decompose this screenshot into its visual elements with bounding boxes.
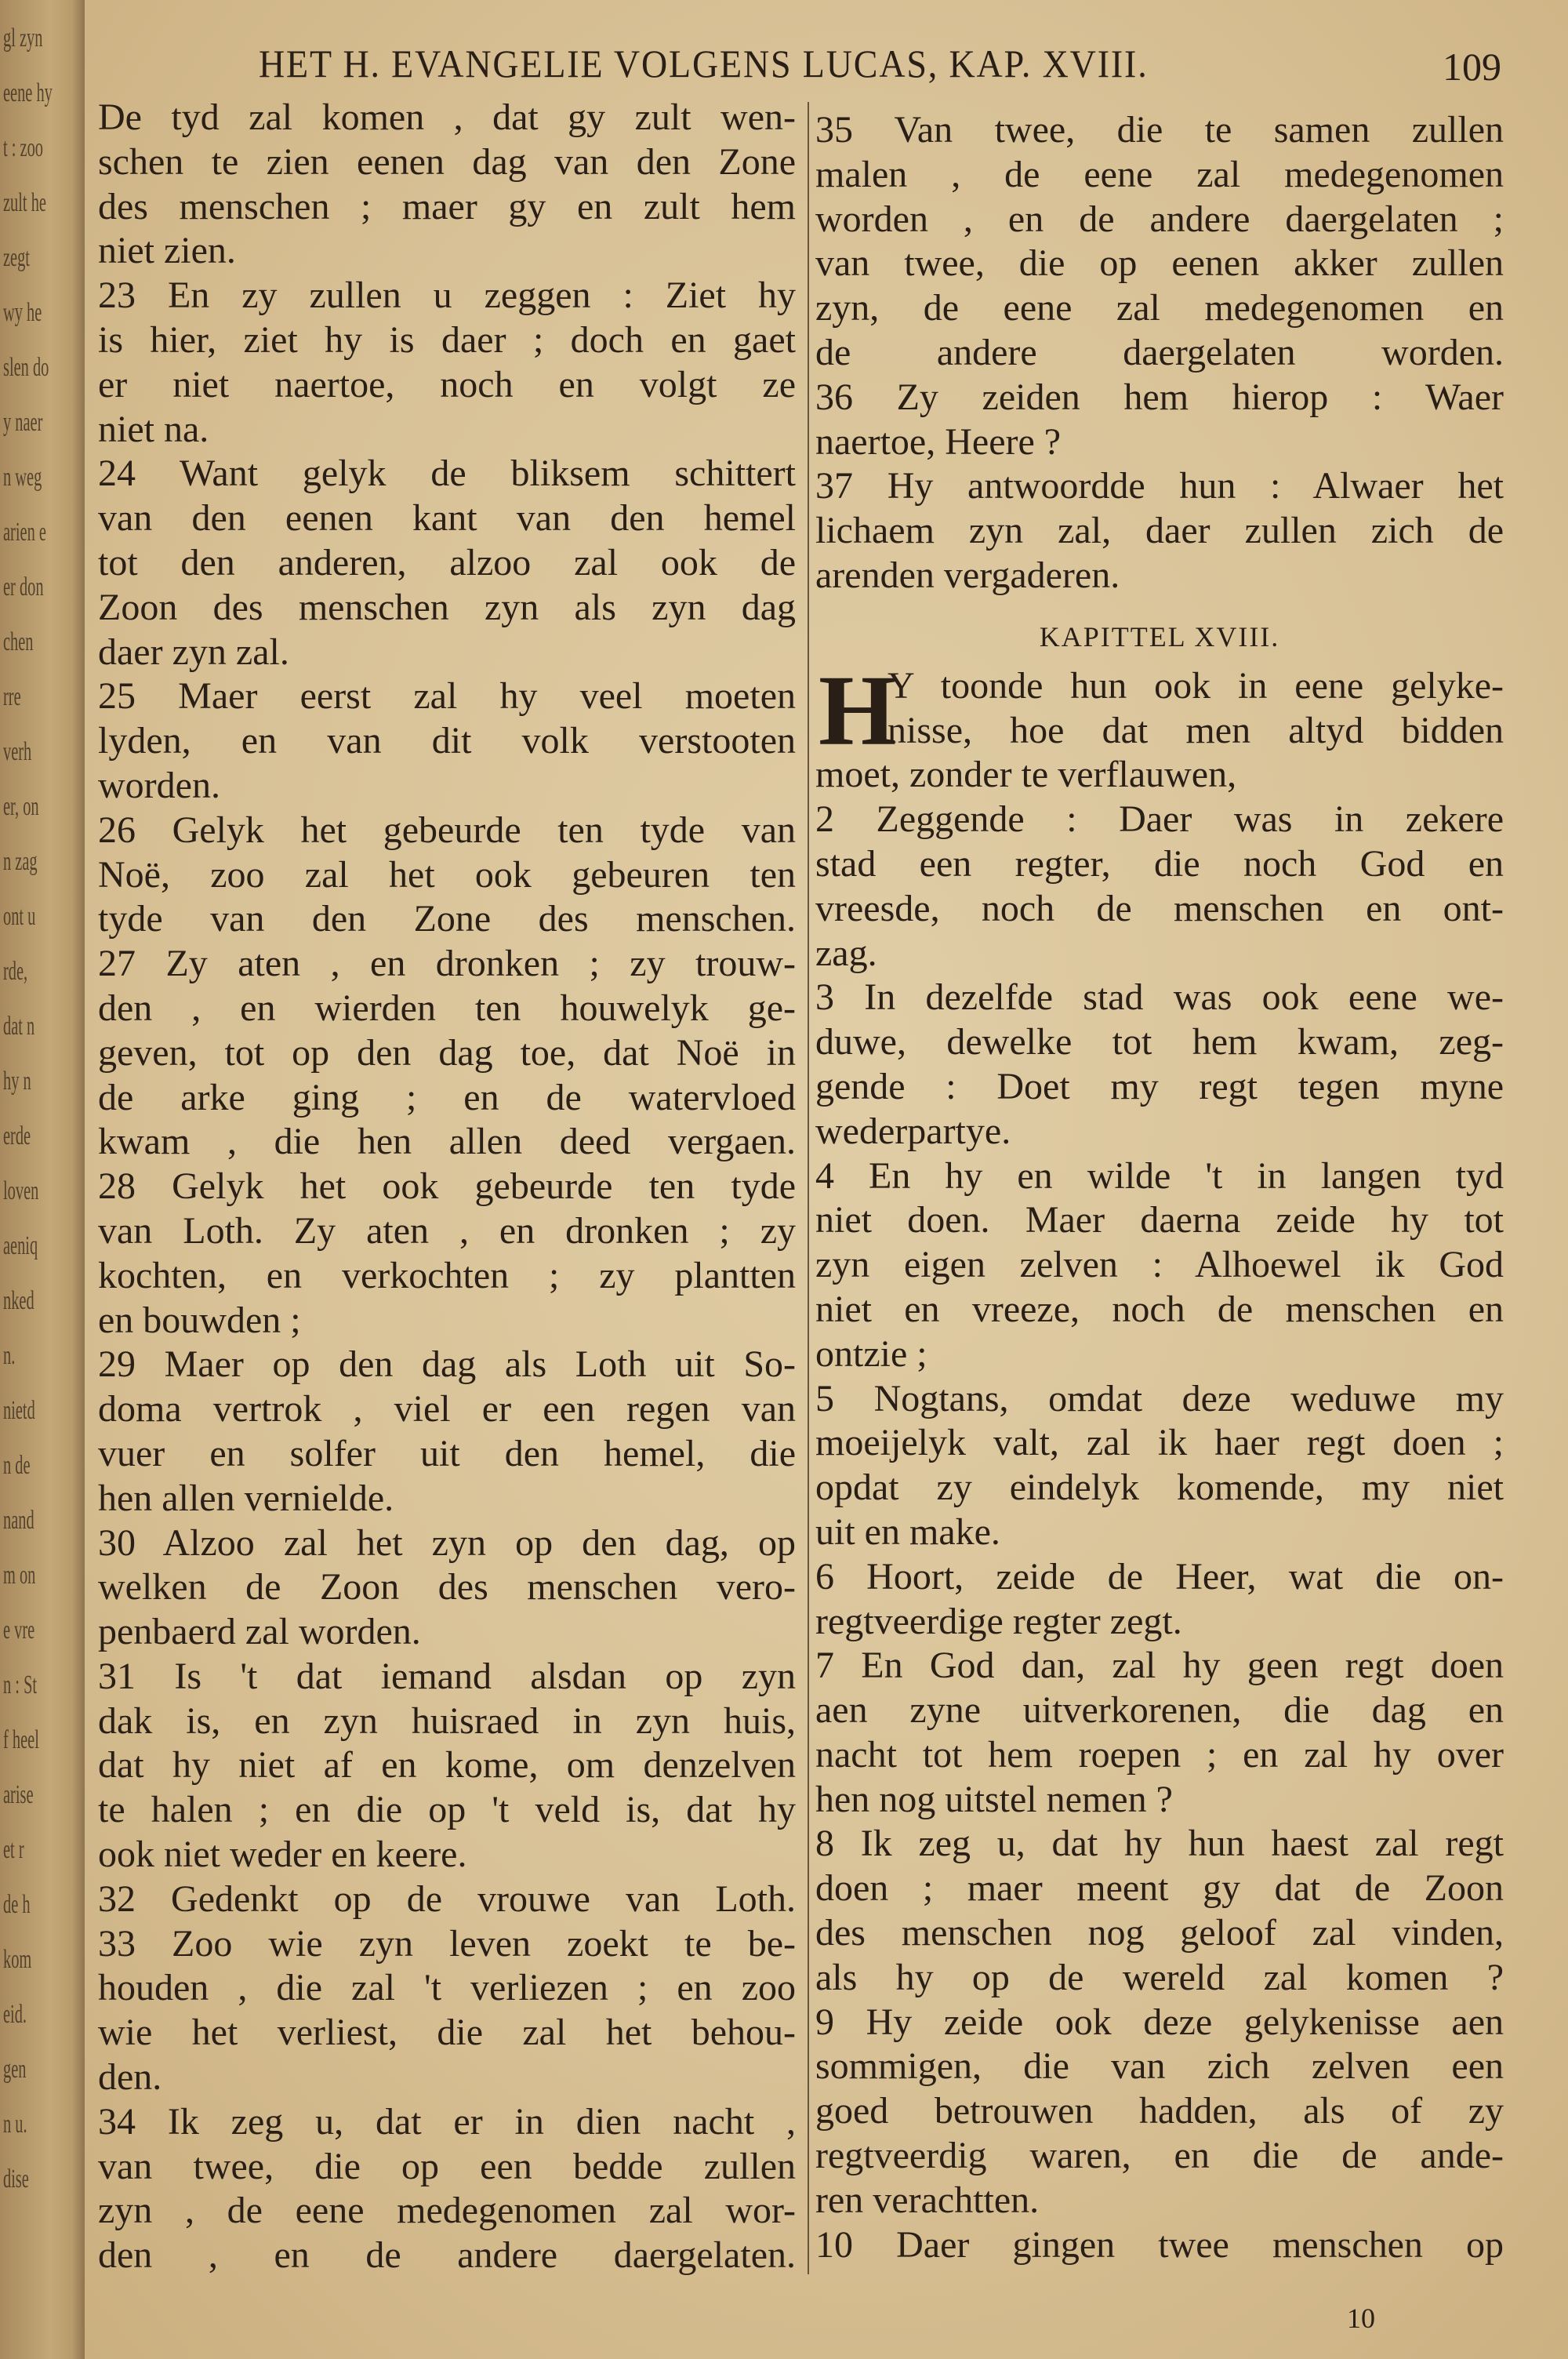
margin-fragment: er don (3, 572, 44, 602)
text-line: niet zien. (98, 230, 236, 272)
margin-fragment: er, on (3, 792, 39, 821)
margin-fragment: nietd (3, 1396, 35, 1425)
text-line: 8 Ik zeg u, dat hy hun haest zal regt (815, 1823, 1504, 1865)
text-line: en bouwden ; (98, 1299, 301, 1341)
text-line: tot den anderen, alzoo zal ook de (98, 541, 796, 583)
text-line: ontzie ; (815, 1332, 927, 1375)
text-line: zyn , de eene medegenomen zal wor- (98, 2190, 796, 2232)
text-line: 25 Maer eerst zal hy veel moeten (98, 675, 796, 718)
text-line: houden , die zal 't verliezen ; en zoo (98, 1967, 796, 2009)
text-line: 30 Alzoo zal het zyn op den dag, op (98, 1521, 796, 1564)
margin-fragment: dise (3, 2165, 29, 2194)
column-divider (808, 102, 809, 2274)
text-line: regtveerdig waren, en die de ande- (815, 2135, 1504, 2177)
chapter-opening (815, 654, 1504, 766)
text-line: kochten, en verkochten ; zy plantten (98, 1254, 796, 1296)
page-number: 109 (1443, 45, 1501, 89)
text-line: 5 Nogtans, omdat deze weduwe my (815, 1377, 1504, 1419)
margin-fragment: hy n (3, 1067, 31, 1096)
text-line: de arke ging ; en de watervloed (98, 1076, 796, 1118)
text-line: van twee, die op eenen akker zullen (815, 242, 1504, 285)
text-line: te halen ; en die op 't veld is, dat hy (98, 1789, 796, 1831)
text-line: de andere daergelaten worden. (815, 331, 1504, 373)
margin-fragment: n zag (3, 847, 38, 876)
text-line: doen ; maer meent gy dat de Zoon (815, 1867, 1504, 1910)
text-line: welken de Zoon des menschen vero- (98, 1566, 796, 1608)
text-line: kwam , die hen allen deed vergaen. (98, 1121, 796, 1163)
margin-fragment: e vre (3, 1616, 35, 1645)
text-line: nisse, hoe dat men altyd bidden (887, 709, 1504, 751)
margin-fragment: wy he (3, 298, 42, 327)
text-line: 32 Gedenkt op de vrouwe van Loth. (98, 1877, 796, 1920)
text-line: van twee, die op een bedde zullen (98, 2145, 796, 2187)
text-line: schen te zien eenen dag van den Zone (98, 140, 796, 183)
margin-fragment: slen do (3, 353, 49, 382)
text-line: arenden vergaderen. (815, 554, 1120, 596)
right-column (815, 108, 1504, 2267)
previous-page-edge (0, 0, 85, 2359)
text-line: sommigen, die van zich zelven een (815, 2045, 1504, 2088)
text-line: worden , en de andere daergelaten ; (815, 198, 1504, 240)
text-line: niet doen. Maer daerna zeide hy tot (815, 1199, 1504, 1241)
margin-fragment: m on (3, 1561, 36, 1590)
margin-fragment: et r (3, 1835, 24, 1864)
margin-fragment: eene hy (3, 78, 53, 107)
text-line: 28 Gelyk het ook gebeurde ten tyde (98, 1165, 796, 1208)
text-line: malen , de eene zal medegenomen (815, 153, 1504, 195)
text-line: moet, zonder te verflauwen, (815, 754, 1237, 796)
margin-fragment: n de (3, 1451, 31, 1480)
text-line: 24 Want gelyk de bliksem schittert (98, 453, 796, 495)
text-line: zyn, de eene zal medegenomen en (815, 287, 1504, 329)
text-line: 6 Hoort, zeide de Heer, wat die on- (815, 1555, 1504, 1598)
text-line: 36 Zy zeiden hem hierop : Waer (815, 376, 1504, 418)
margin-fragment: chen (3, 627, 34, 656)
text-line: duwe, dewelke tot hem kwam, zeg- (815, 1021, 1504, 1063)
text-line: den , en wierden ten houwelyk ge- (98, 987, 796, 1029)
margin-fragment: t : zoo (3, 133, 43, 162)
text-line: naertoe, Heere ? (815, 420, 1062, 463)
text-line: 2 Zeggende : Daer was in zekere (815, 798, 1504, 841)
text-line: gende : Doet my regt tegen myne (815, 1065, 1504, 1107)
text-line: dak is, en zyn huisraed in zyn huis, (98, 1699, 796, 1742)
text-line: hen allen vernielde. (98, 1477, 394, 1519)
text-line: van den eenen kant van den hemel (98, 497, 796, 540)
text-line: 37 Hy antwoordde hun : Alwaer het (815, 465, 1504, 507)
margin-fragment: n. (3, 1341, 16, 1370)
text-line: is hier, ziet hy is daer ; doch en gaet (98, 318, 796, 361)
margin-fragment: de h (3, 1890, 31, 1919)
text-line: worden. (98, 764, 220, 806)
margin-fragment: zegt (3, 243, 30, 272)
margin-fragment: nand (3, 1506, 34, 1535)
text-line: regtveerdige regter zegt. (815, 1600, 1182, 1642)
text-line: vuer en solfer uit den hemel, die (98, 1432, 796, 1474)
text-line: De tyd zal komen , dat gy zult wen- (98, 96, 796, 138)
text-line: 35 Van twee, die te samen zullen (815, 109, 1504, 151)
margin-fragment: gl zyn (3, 24, 43, 53)
text-line: goed betrouwen hadden, als of zy (815, 2090, 1504, 2132)
text-line: vreesde, noch de menschen en ont- (815, 887, 1504, 929)
text-line: van Loth. Zy aten , en dronken ; zy (98, 1209, 796, 1252)
margin-fragment: n weg (3, 463, 42, 492)
text-line: Noë, zoo zal het ook gebeuren ten (98, 853, 796, 896)
text-line: 29 Maer op den dag als Loth uit So- (98, 1343, 796, 1386)
text-line: Zoon des menschen zyn als zyn dag (98, 586, 796, 628)
text-line: ren verachtten. (815, 2179, 1040, 2221)
margin-fragment: arien e (3, 518, 46, 547)
text-line: er niet naertoe, noch en volgt ze (98, 363, 796, 405)
text-line: lyden, en van dit volk verstooten (98, 720, 796, 762)
text-line: 10 Daer gingen twee menschen op (815, 2223, 1504, 2266)
text-line: penbaerd zal worden. (98, 1611, 421, 1653)
margin-fragment: kom (3, 1945, 32, 1974)
signature-mark: 10 (1347, 2303, 1375, 2334)
text-line: 34 Ik zeg u, dat er in dien nacht , (98, 2100, 796, 2143)
margin-fragment: zult he (3, 188, 46, 217)
text-line: zyn eigen zelven : Alhoewel ik God (815, 1244, 1504, 1286)
text-line: 27 Zy aten , en dronken ; zy trouw- (98, 943, 796, 985)
text-line: zag. (815, 932, 877, 974)
margin-fragment: loven (3, 1176, 39, 1205)
left-column (98, 96, 796, 2278)
margin-fragment: rre (3, 682, 21, 711)
text-line: 7 En God dan, zal hy geen regt doen (815, 1645, 1504, 1687)
margin-fragment: arise (3, 1780, 34, 1809)
text-line: ook niet weder en keere. (98, 1834, 467, 1876)
margin-fragment: ont u (3, 902, 36, 931)
margin-fragment: gen (3, 2055, 27, 2084)
text-line: 9 Hy zeide ook deze gelykenisse aen (815, 2001, 1504, 2043)
text-line: 23 En zy zullen u zeggen : Ziet hy (98, 274, 796, 317)
text-line: 31 Is 't dat iemand alsdan op zyn (98, 1655, 796, 1697)
text-line: 3 In dezelfde stad was ook eene we- (815, 976, 1504, 1019)
text-line: dat hy niet af en kome, om denzelven (98, 1744, 796, 1787)
margin-fragment: eid. (3, 2000, 27, 2029)
margin-fragment: dat n (3, 1012, 35, 1041)
text-line: stad een regter, die noch God en (815, 842, 1504, 885)
text-line: geven, tot op den dag toe, dat Noë in (98, 1031, 796, 1074)
text-line: nacht tot hem roepen ; en zal hy over (815, 1733, 1504, 1776)
text-line: Y toonde hun ook in eene gelyke- (887, 664, 1504, 707)
text-line: niet na. (98, 408, 209, 450)
text-line: niet en vreeze, noch de menschen en (815, 1288, 1504, 1330)
margin-fragment: erde (3, 1121, 31, 1150)
margin-fragment: n u. (3, 2110, 27, 2139)
text-line: doma vertrok , viel er een regen van (98, 1388, 796, 1430)
text-line: den , en de andere daergelaten. (98, 2234, 796, 2277)
margin-fragment: aeniq (3, 1231, 38, 1260)
text-line: des menschen ; maer gy en zult hem (98, 185, 796, 227)
margin-fragment: n : St (3, 1670, 38, 1699)
running-header: HET H. EVANGELIE VOLGENS LUCAS, KAP. XVIII. (259, 42, 1149, 85)
text-line: lichaem zyn zal, daer zullen zich de (815, 510, 1504, 552)
margin-fragment: f heel (3, 1725, 39, 1754)
text-line: daer zyn zal. (98, 631, 289, 673)
text-line: des menschen nog geloof zal vinden, (815, 1912, 1504, 1954)
text-line: 4 En hy en wilde 't in langen tyd (815, 1154, 1504, 1197)
text-line: als hy op de wereld zal komen ? (815, 1956, 1504, 1998)
text-line: uit en make. (815, 1510, 1000, 1553)
text-line: aen zyne uitverkorenen, die dag en (815, 1689, 1504, 1732)
drop-cap: H (818, 654, 897, 766)
margin-fragment: y naer (3, 408, 43, 437)
text-line: opdat zy eindelyk komende, my niet (815, 1467, 1504, 1509)
text-line: wederpartye. (815, 1110, 1011, 1152)
margin-fragment: nked (3, 1286, 34, 1315)
chapter-heading: KAPITTEL XVIII. (1039, 620, 1280, 652)
text-line: 33 Zoo wie zyn leven zoekt te be- (98, 1922, 796, 1965)
text-line: 26 Gelyk het gebeurde ten tyde van (98, 809, 796, 851)
text-line: tyde van den Zone des menschen. (98, 898, 796, 940)
text-line: den. (98, 2056, 162, 2099)
margin-fragment: verh (3, 737, 32, 766)
text-line: hen nog uitstel nemen ? (815, 1778, 1173, 1820)
text-line: moeijelyk valt, zal ik haer regt doen ; (815, 1422, 1504, 1464)
margin-fragment: rde, (3, 957, 28, 986)
text-line: wie het verliest, die zal het behou- (98, 2012, 796, 2054)
